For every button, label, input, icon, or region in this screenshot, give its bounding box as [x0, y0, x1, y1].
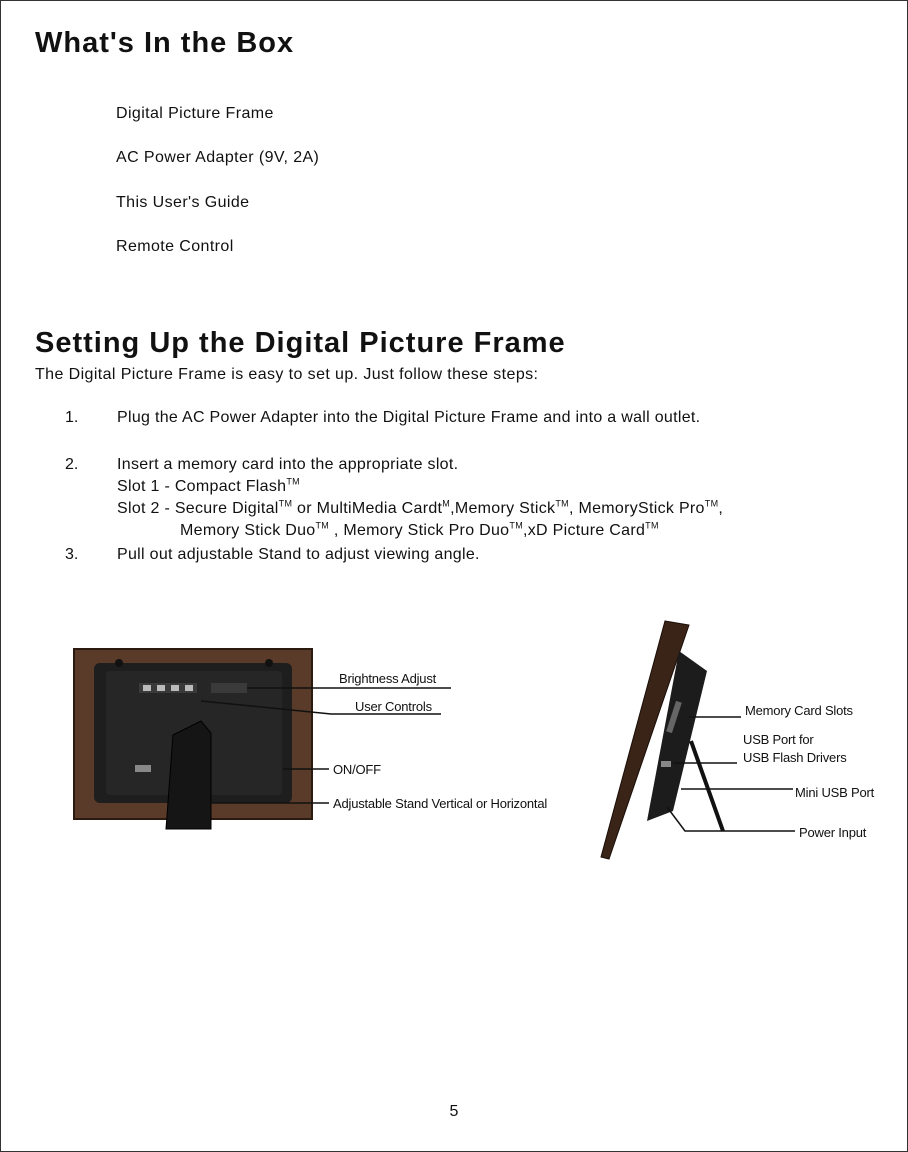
slot-1-line: [117, 478, 300, 496]
heading-whats-in-the-box: What's In the Box: [35, 27, 295, 59]
tm-mark: TM: [704, 498, 719, 509]
slot-2-ms-pro-duo: , Memory Stick Pro Duo: [329, 522, 510, 539]
slot-2-xd-card: ,xD Picture Card: [523, 522, 646, 539]
step-3-text: Pull out adjustable Stand to adjust viewing angle.: [117, 546, 480, 563]
box-item-adapter: AC Power Adapter (9V, 2A): [116, 149, 320, 166]
slot-2-comma: ,: [718, 500, 724, 517]
slot-2-ms-duo: Memory Stick Duo: [180, 522, 316, 539]
label-mini-usb-port: Mini USB Port: [795, 785, 875, 800]
step-3-number: 3.: [65, 546, 79, 563]
frame-diagram: [61, 611, 891, 871]
slot-1-text: Slot 1 - Compact Flash: [117, 478, 287, 495]
slot-2-secure-digital: Slot 2 - Secure Digital: [117, 500, 279, 517]
step-1-number: 1.: [65, 409, 79, 426]
frame-side-illustration: [601, 621, 723, 859]
label-usb-port-line-1: USB Port for: [743, 732, 814, 747]
label-on-off: ON/OFF: [333, 762, 381, 777]
label-brightness-adjust: Brightness Adjust: [339, 671, 437, 686]
tm-mark: TM: [509, 520, 523, 531]
tm-mark: TM: [286, 476, 300, 487]
slot-2-multimedia: or MultiMedia Cardt: [292, 500, 443, 517]
slot-2-line-2: [180, 522, 659, 540]
m-mark: M: [442, 498, 451, 509]
frame-back-illustration: [74, 649, 312, 829]
label-user-controls: User Controls: [355, 699, 432, 714]
tm-mark: TM: [315, 520, 330, 531]
tm-mark: TM: [278, 498, 293, 509]
step-2-number: 2.: [65, 456, 79, 473]
tm-mark: TM: [645, 520, 659, 531]
heading-setting-up: Setting Up the Digital Picture Frame: [35, 327, 566, 359]
box-item-remote: Remote Control: [116, 238, 234, 255]
label-usb-port-line-2: USB Flash Drivers: [743, 750, 847, 765]
step-2-text: Insert a memory card into the appropriate slot.: [117, 456, 459, 473]
box-item-frame: Digital Picture Frame: [116, 105, 274, 122]
step-1-text: Plug the AC Power Adapter into the Digital Picture Frame and into a wall outlet.: [117, 409, 701, 426]
label-power-input: Power Input: [799, 825, 867, 840]
label-adjustable-stand: Adjustable Stand Vertical or Horizontal: [333, 796, 548, 811]
slot-2-memorystick-pro: , MemoryStick Pro: [568, 500, 705, 517]
slot-2-line: [117, 500, 723, 518]
box-item-guide: This User's Guide: [116, 194, 250, 211]
setup-intro: The Digital Picture Frame is easy to set up. Just follow these steps:: [35, 366, 539, 383]
slot-2-memory-stick: ,Memory Stick: [450, 500, 556, 517]
page-number: 5: [449, 1103, 459, 1120]
label-memory-card-slots: Memory Card Slots: [745, 703, 853, 718]
tm-mark: TM: [555, 498, 569, 509]
